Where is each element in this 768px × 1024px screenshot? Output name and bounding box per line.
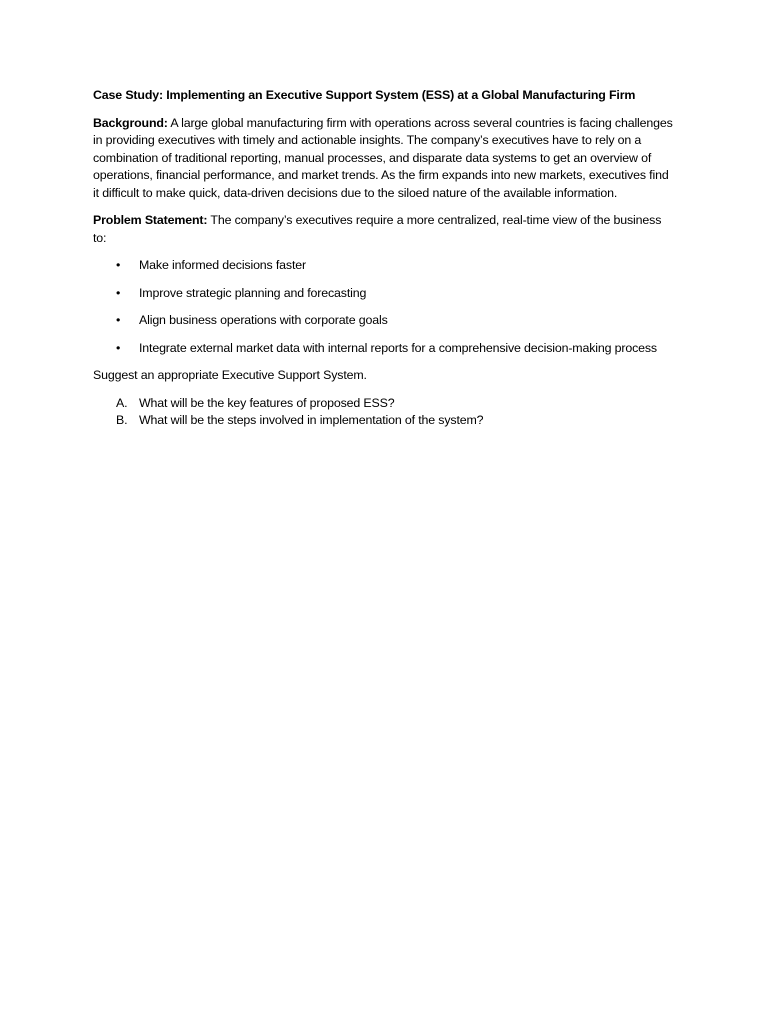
list-item-text: Make informed decisions faster <box>139 258 306 272</box>
question-text: What will be the steps involved in implementation of the system? <box>139 413 484 427</box>
problem-statement-text: The company’s executives require a more centralized, real-time view of the business to: <box>93 213 662 245</box>
question-text: What will be the key features of proposed ESS? <box>139 395 395 410</box>
requirements-list <box>93 257 677 357</box>
document-title: Case Study: Implementing an Executive Support System (ESS) at a Global Manufacturing Firm <box>93 88 636 102</box>
question-marker: B. <box>116 413 128 427</box>
list-item-text: Improve strategic planning and forecasting <box>139 285 367 300</box>
bullet-icon: • <box>116 258 121 272</box>
background-text: A large global manufacturing firm with operations across several countries is facing challenges in providing executives with timely and actionable insights. The company’s executives have to rely on a combination of traditional reporting, manual processes, and disparate data systems to get an overview of operations, financial performance, and market trends. As the firm expands into new markets, executives find it difficult to make quick, data-driven decisions due to the siloed nature of the available information. <box>93 115 673 200</box>
background-paragraph <box>93 115 677 203</box>
list-item <box>93 340 677 358</box>
bullet-icon: • <box>116 285 121 300</box>
list-item-text: Align business operations with corporate goals <box>139 313 388 327</box>
list-item <box>93 285 677 303</box>
question-marker: A. <box>116 395 128 410</box>
background-label: Background: <box>93 115 168 130</box>
problem-statement-paragraph <box>93 212 677 247</box>
questions-list <box>93 395 677 430</box>
question-item <box>93 412 677 430</box>
document-page <box>93 87 677 430</box>
list-item-text: Integrate external market data with internal reports for a comprehensive decision-making process <box>139 340 657 355</box>
problem-statement-label: Problem Statement: <box>93 213 208 227</box>
instruction-text: Suggest an appropriate Executive Support System. <box>93 368 367 382</box>
question-item <box>93 395 677 413</box>
bullet-icon: • <box>116 313 121 327</box>
list-item <box>93 312 677 330</box>
bullet-icon: • <box>116 340 121 355</box>
list-item <box>93 257 677 275</box>
